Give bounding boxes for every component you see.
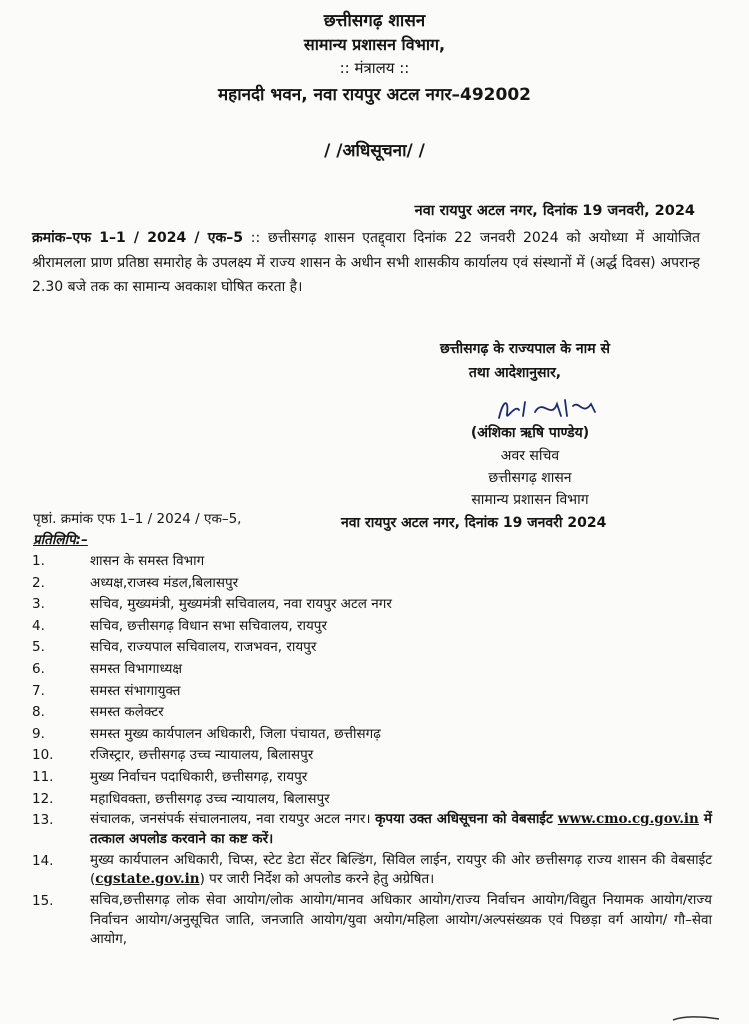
list-item: 5. सचिव, राज्यपाल सचिवालय, राजभवन, रायपुर [32,639,317,656]
notification-date: नवा रायपुर अटल नगर, दिनांक 19 जनवरी, 2024 [414,203,695,219]
list-item: 3. सचिव, मुख्यमंत्री, मुख्यमंत्री सचिवालय, नवा रायपुर अटल नगर [32,596,392,613]
signature-order-line: तथा आदेशानुसार, [468,365,562,381]
header-ministry: :: मंत्रालय :: [339,59,410,77]
list-item: 9. समस्त मुख्य कार्यपालन अधिकारी, जिला पंचायत, छत्तीसगढ़ [32,725,381,742]
signatory-department: सामान्य प्रशासन विभाग [471,492,589,508]
notification-body [32,226,700,300]
list-item: 11. मुख्य निर्वाचन पदाधिकारी, छत्तीसगढ़, रायपुर [32,768,308,785]
list-item: 8. समस्त कलेक्टर [32,704,164,721]
endorsement-reference: पृष्ठां. क्रमांक एफ 1–1 / 2024 / एक–5, [33,511,242,527]
list-item: 4. सचिव, छत्तीसगढ़ विधान सभा सचिवालय, रायपुर [32,617,327,634]
list-item: 10. रजिस्ट्रार, छत्तीसगढ़ उच्च न्यायालय, बिलासपुर [32,747,314,764]
list-item: 12. महाधिवक्ता, छत्तीसगढ़ उच्च न्यायालय, बिलासपुर [32,790,330,807]
website-link-cmo[interactable]: www.cmo.cg.gov.in [557,811,699,828]
list-item-commissions: 15. सचिव,छत्तीसगढ़ लोक सेवा आयोग/लोक आयोग/मानव अधिकार आयोग/राज्य निर्वाचन आयोग/विद्युत नियामक आयोग/राज्य निर्वाचन आयोग/अनुसूचित जाति, जनजाति आयोग/युवा अयोग/महिला आयोग/अल्पसंख्यक एवं पिछड़ा वर्ग आयोग/ गौ–सेवा आयोग, [32,892,712,948]
copy-to-label: प्रतिलिपि:– [33,532,88,548]
list-item-jansampark: 13. संचालक, जनसंपर्क संचालनालय, नवा रायपुर अटल नगर। कृपया उक्त अधिसूचना को वेबसाईट www.cmo.cg.gov.in में तत्काल अपलोड करवाने का कष्ट करें। [32,811,712,847]
endorsement-date: नवा रायपुर अटल नगर, दिनांक 19 जनवरी 2024 [341,515,607,531]
copy-recipients-list [32,551,712,951]
list-item: 1. शासन के समस्त विभाग [32,553,205,569]
signature-authority-line: छत्तीसगढ़ के राज्यपाल के नाम से [440,341,610,357]
signatory-name: (अंशिका ऋषि पाण्डेय) [470,425,590,441]
handwritten-signature [495,394,605,424]
header-government: छत्तीसगढ़ शासन [323,11,426,31]
header-department: सामान्य प्रशासन विभाग, [303,35,446,54]
signatory-designation: अवर सचिव [500,448,560,464]
header-address: महानदी भवन, नवा रायपुर अटल नगर–492002 [218,85,531,105]
order-text: :: छत्तीसगढ़ शासन एतद्द्वारा दिनांक 22 जनवरी 2024 को अयोध्या में आयोजित श्रीरामलला प्राण प्रतिष्ठा समारोह के उपलक्ष्य में राज्य शासन के अधीन सभी शासकीय कार्यालय एवं संस्थानों में (अर्द्ध दिवस) अपरान्ह 2.30 बजे तक का सामान्य अवकाश घोषित करता है। [32,230,700,295]
list-item: 2. अध्यक्ष,राजस्व मंडल,बिलासपुर [32,574,239,591]
list-item: 6. समस्त विभागाध्यक्ष [32,660,183,677]
website-link-cgstate[interactable]: cgstate.gov.in [95,871,200,888]
notification-title: / /अधिसूचना/ / [324,141,425,161]
list-item: 7. समस्त संभागायुक्त [32,682,181,699]
order-reference: क्रमांक–एफ 1–1 / 2024 / एक–5 [32,230,243,246]
list-item-chips: 14. मुख्य कार्यपालन अधिकारी, चिप्स, स्टेट डेटा सेंटर बिल्डिंग, सिविल लाईन, रायपुर की ओर छत्तीसगढ़ राज्य शासन की वेबसाईट (cgstate.gov.in) पर जारी निर्देश को अपलोड करने हेतु अग्रेषित। [32,851,712,888]
page-edge-mark [671,1014,721,1022]
signatory-office: छत्तीसगढ़ शासन [488,470,572,486]
